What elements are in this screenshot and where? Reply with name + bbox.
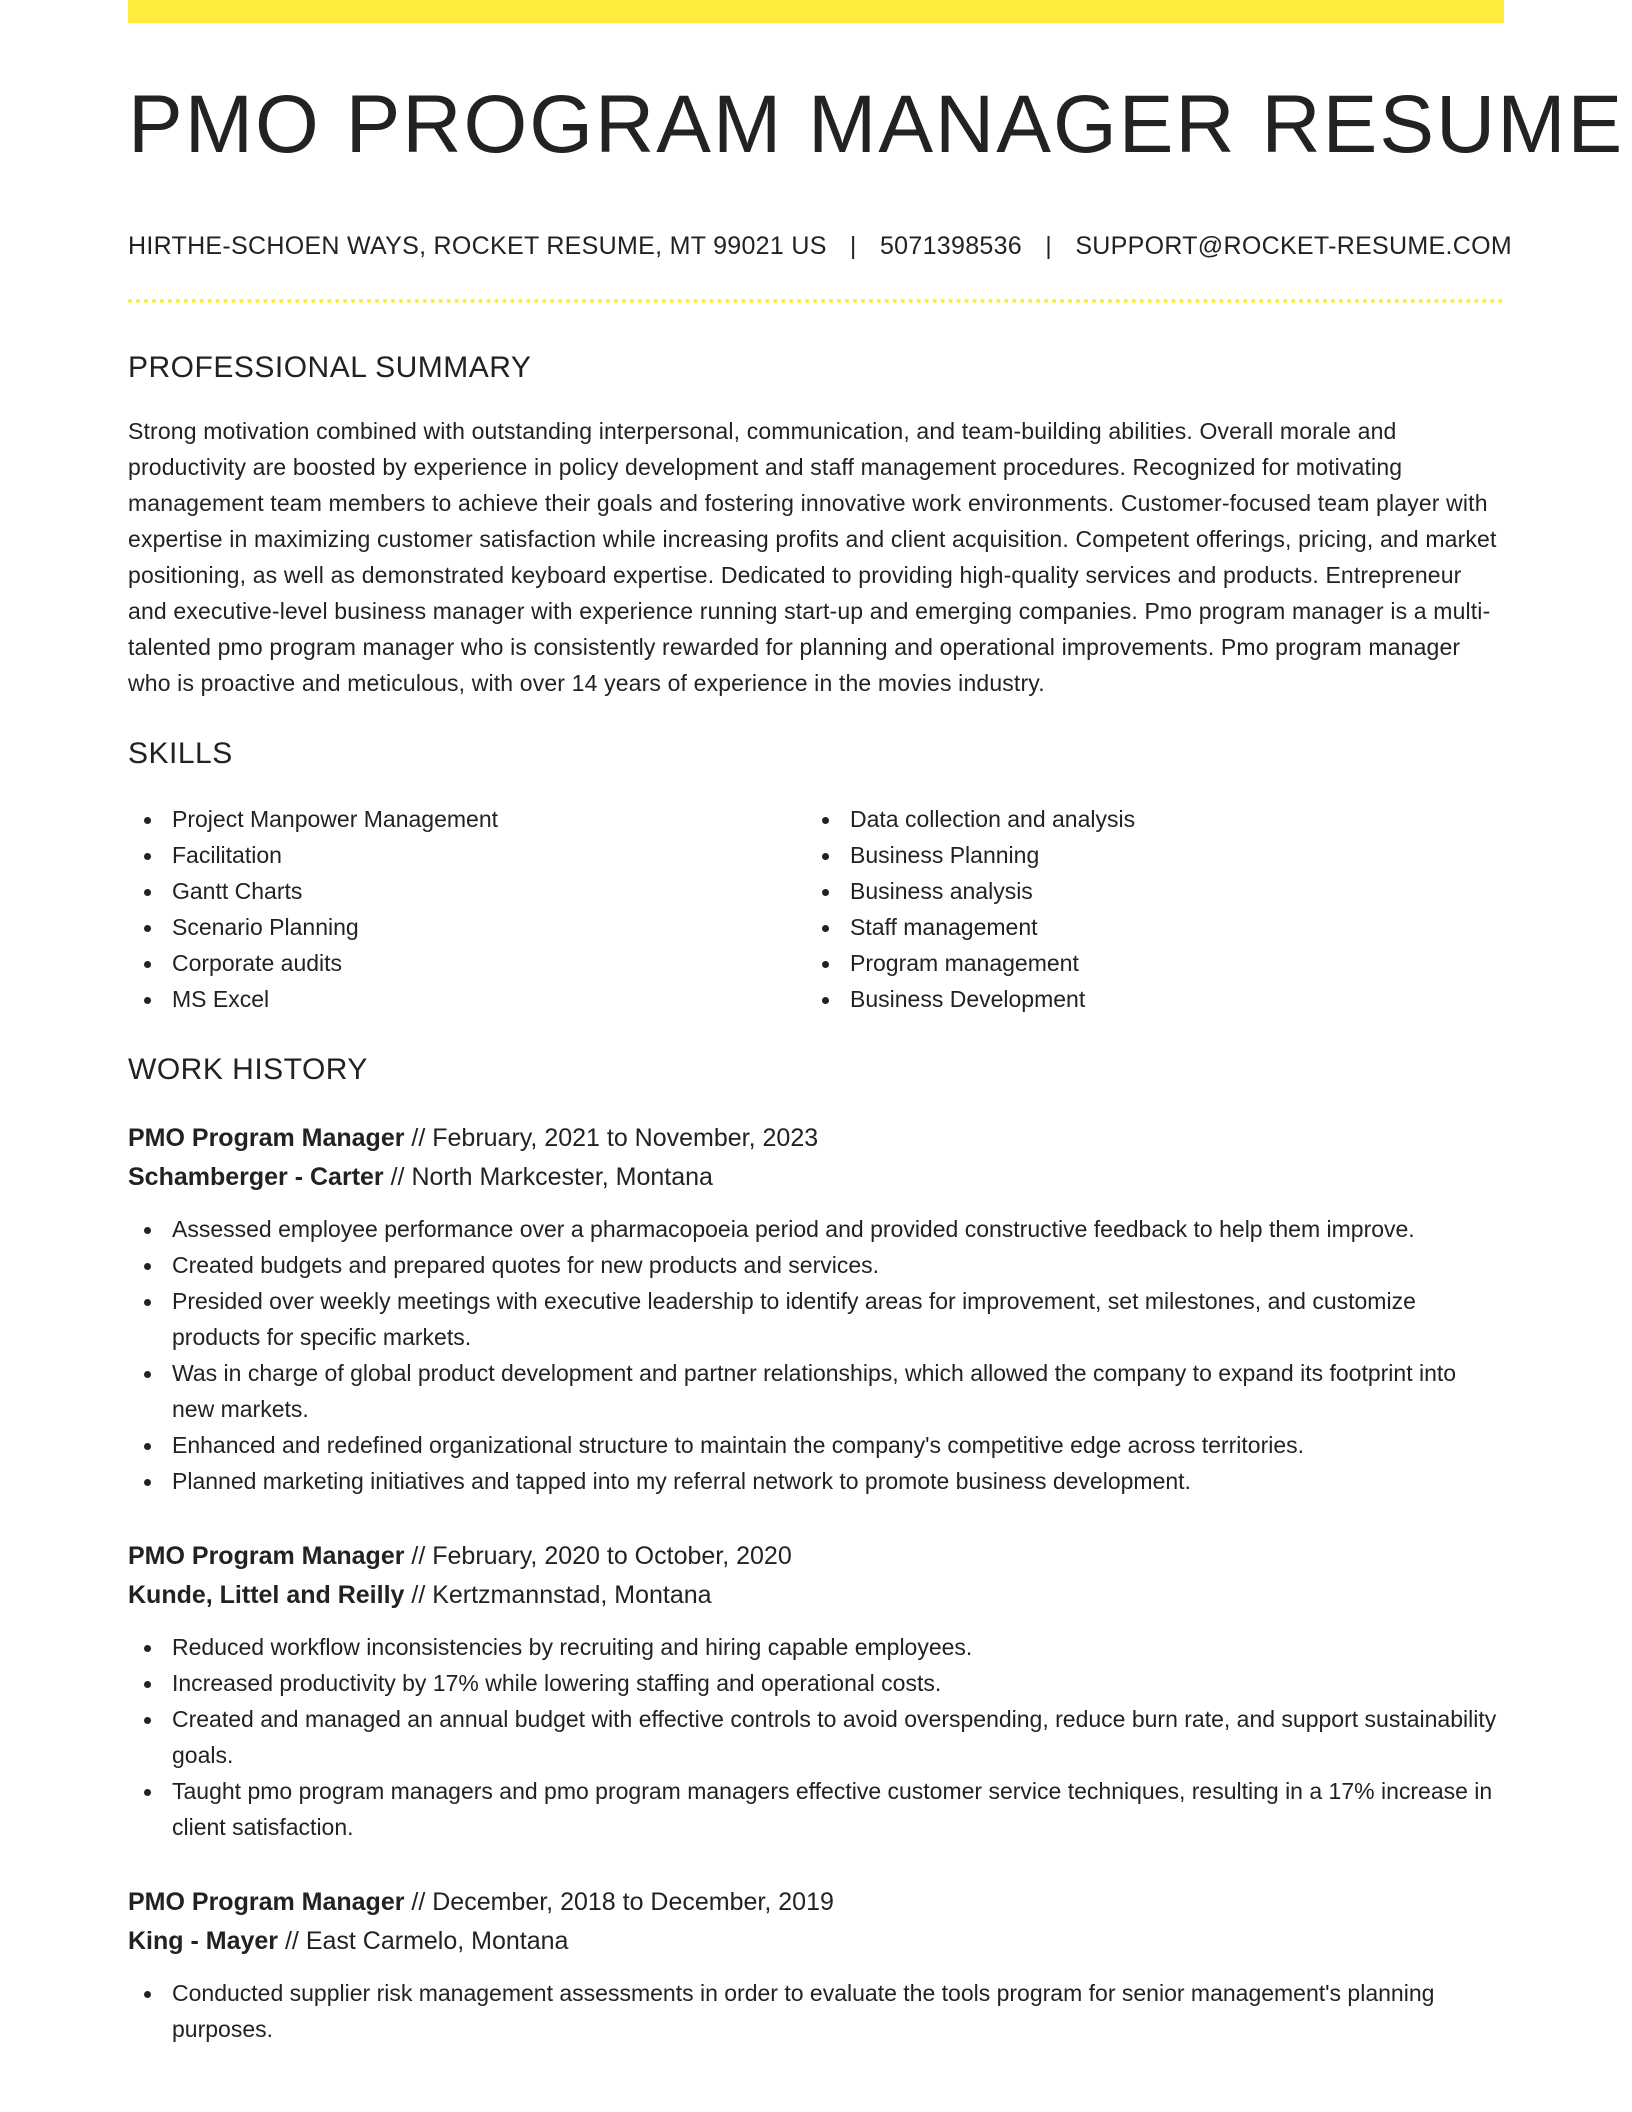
job-bullet: Conducted supplier risk management assessments in order to evaluate the tools program for senior management's planning purposes.: [128, 1975, 1504, 2047]
job-dates: // February, 2021 to November, 2023: [411, 1124, 819, 1152]
resume-title: PMO PROGRAM MANAGER RESUME: [128, 79, 1625, 170]
skill-item: Program management: [806, 945, 1484, 981]
skill-item: Staff management: [806, 909, 1484, 945]
contact-separator: |: [849, 232, 857, 260]
job-company-line: [128, 1158, 1504, 1197]
skills-right-list: [806, 801, 1484, 1017]
job-company: Schamberger - Carter: [128, 1163, 384, 1191]
contact-separator: |: [1045, 232, 1053, 260]
job-company: King - Mayer: [128, 1927, 279, 1955]
job-title-line: [128, 1537, 1504, 1576]
job-entry: [128, 1119, 1504, 1499]
job-bullets: [128, 1211, 1504, 1499]
skill-item: Business Planning: [806, 837, 1484, 873]
job-location: // North Markcester, Montana: [390, 1163, 713, 1191]
job-title: PMO Program Manager: [128, 1124, 405, 1152]
job-title: PMO Program Manager: [128, 1542, 405, 1570]
summary-heading: PROFESSIONAL SUMMARY: [128, 351, 532, 384]
skill-item: Scenario Planning: [128, 909, 806, 945]
skills-columns: [128, 801, 1504, 1017]
job-bullet: Created and managed an annual budget with effective controls to avoid overspending, reduce burn rate, and support sustainability goals.: [128, 1701, 1504, 1773]
job-location: // Kertzmannstad, Montana: [411, 1581, 712, 1609]
job-bullet: Presided over weekly meetings with executive leadership to identify areas for improvement, set milestones, and customize products for specific markets.: [128, 1283, 1504, 1355]
dotted-divider: [128, 299, 1504, 303]
job-bullet: Taught pmo program managers and pmo program managers effective customer service techniques, resulting in a 17% increase in client satisfaction.: [128, 1773, 1504, 1845]
job-bullet: Planned marketing initiatives and tapped into my referral network to promote business development.: [128, 1463, 1504, 1499]
skill-item: Gantt Charts: [128, 873, 806, 909]
job-company-line: [128, 1576, 1504, 1615]
skill-item: Facilitation: [128, 837, 806, 873]
job-bullet: Was in charge of global product development and partner relationships, which allowed the company to expand its footprint into new markets.: [128, 1355, 1504, 1427]
skills-heading: SKILLS: [128, 737, 233, 770]
job-entry: [128, 1537, 1504, 1845]
job-entry: [128, 1883, 1504, 2047]
contact-email: SUPPORT@ROCKET-RESUME.COM: [1075, 232, 1512, 260]
job-company-line: [128, 1922, 1504, 1961]
job-dates: // February, 2020 to October, 2020: [411, 1542, 792, 1570]
skill-item: MS Excel: [128, 981, 806, 1017]
skill-item: Business Development: [806, 981, 1484, 1017]
skills-left-list: [128, 801, 806, 1017]
skill-item: Data collection and analysis: [806, 801, 1484, 837]
resume-content: [128, 0, 1625, 2047]
contact-phone: 5071398536: [879, 232, 1023, 260]
contact-line: [128, 232, 1512, 260]
job-title-line: [128, 1119, 1504, 1158]
summary-text: Strong motivation combined with outstanding interpersonal, communication, and team-building abilities. Overall morale and productivity are boosted by experience in policy development and staff management procedures. Recognized for motivating management team members to achieve their goals and fostering innovative work environments. Customer-focused team player with expertise in maximizing customer satisfaction while increasing profits and client acquisition. Competent offerings, pricing, and market positioning, as well as demonstrated keyboard expertise. Dedicated to providing high-quality services and products. Entrepreneur and executive-level business manager with experience running start-up and emerging companies. Pmo program manager is a multi-talented pmo program manager who is consistently rewarded for planning and operational improvements. Pmo program manager who is proactive and meticulous, with over 14 years of experience in the movies industry.: [128, 418, 1497, 696]
job-dates: // December, 2018 to December, 2019: [411, 1888, 834, 1916]
skill-item: Business analysis: [806, 873, 1484, 909]
job-bullet: Assessed employee performance over a pharmacopoeia period and provided constructive feedback to help them improve.: [128, 1211, 1504, 1247]
contact-address: HIRTHE-SCHOEN WAYS, ROCKET RESUME, MT 99021 US: [128, 232, 827, 260]
job-bullet: Enhanced and redefined organizational structure to maintain the company's competitive edge across territories.: [128, 1427, 1504, 1463]
job-bullets: [128, 1975, 1504, 2047]
job-title: PMO Program Manager: [128, 1888, 405, 1916]
job-location: // East Carmelo, Montana: [284, 1927, 569, 1955]
job-bullet: Increased productivity by 17% while lowering staffing and operational costs.: [128, 1665, 1504, 1701]
job-bullet: Created budgets and prepared quotes for new products and services.: [128, 1247, 1504, 1283]
work-history-heading: WORK HISTORY: [128, 1053, 368, 1086]
skill-item: Corporate audits: [128, 945, 806, 981]
job-bullet: Reduced workflow inconsistencies by recruiting and hiring capable employees.: [128, 1629, 1504, 1665]
job-bullets: [128, 1629, 1504, 1845]
skill-item: Project Manpower Management: [128, 801, 806, 837]
job-title-line: [128, 1883, 1504, 1922]
job-company: Kunde, Littel and Reilly: [128, 1581, 405, 1609]
